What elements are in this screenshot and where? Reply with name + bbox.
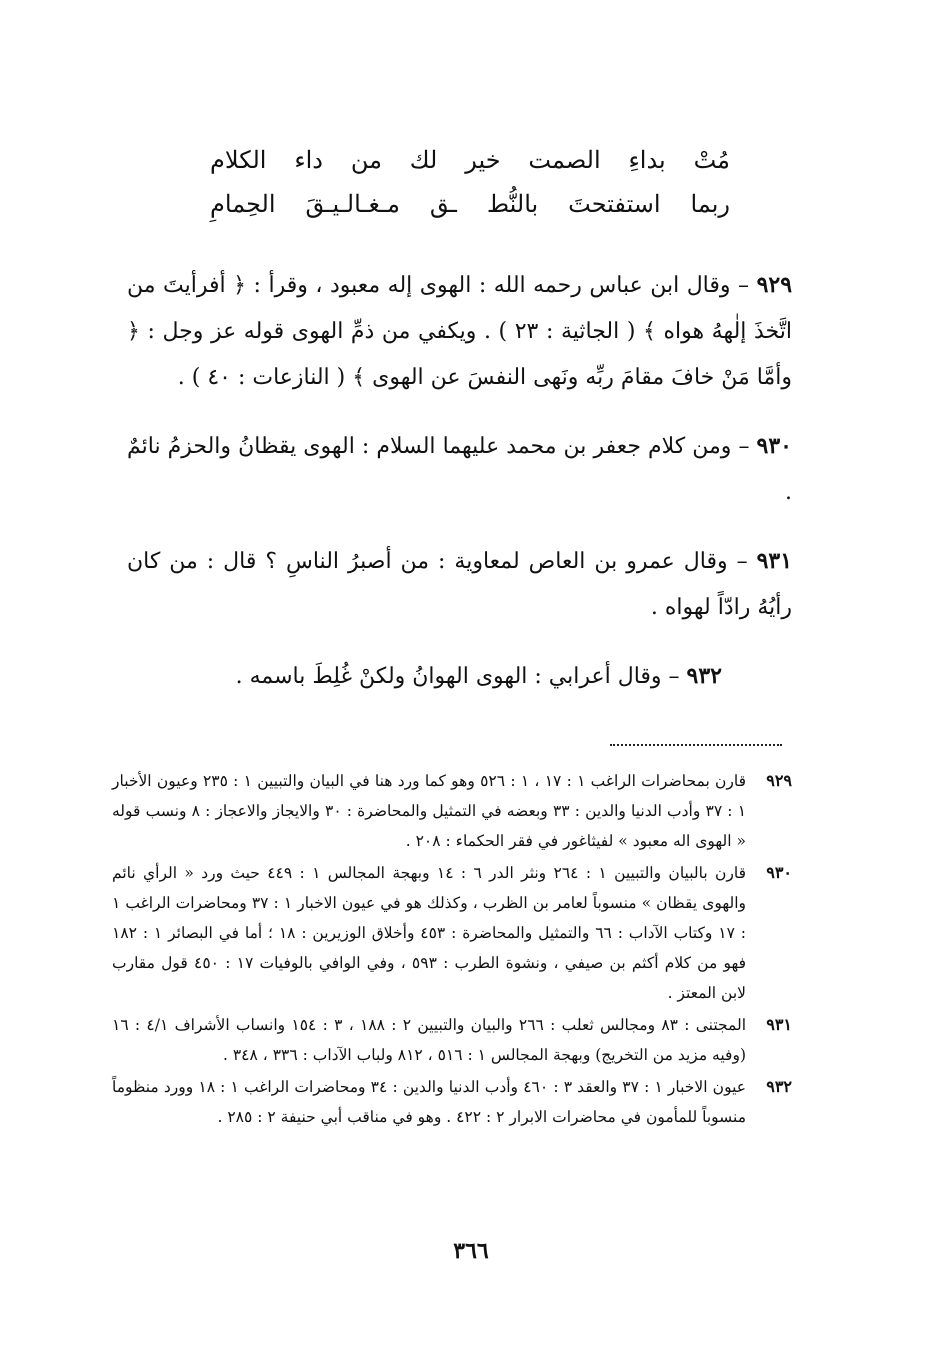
- verse-word: الصمت: [528, 146, 601, 174]
- footnote-text: عيون الاخبار ١ : ٣٧ والعقد ٣ : ٤٦٠ وأدب الدنيا والدين : ٣٤ ومحاضرات الراغب ١ : ١٨ وورد منظوماً منسوباً للمأمون في محاضرات الابرار ٢ : ٤٢٢ . وهو في مناقب أبي حنيفة ٢ : ٢٨٥ .: [112, 1078, 746, 1126]
- main-text: [127, 262, 792, 722]
- verse-word: مُتْ: [693, 146, 730, 174]
- verse-word: بالنُّط: [486, 190, 539, 218]
- footnote-number: ٩٣١: [766, 1015, 792, 1034]
- footnote-932: [112, 1072, 792, 1132]
- verse-word: لك: [409, 146, 438, 174]
- verse-word: الحِمامِ: [210, 190, 276, 218]
- paragraph-931: [127, 538, 792, 631]
- poetry-verse: [210, 138, 730, 226]
- entry-text: – وقال أعرابي : الهوى الهوانُ ولكنْ غُلِطَ باسمه .: [235, 664, 680, 689]
- verse-word: ـق: [429, 190, 457, 218]
- entry-text: – وقال ابن عباس رحمه الله : الهوى إله معبود ، وقرأ : ﴿ أفرأيتَ من اتَّخذَ إلٰههُ هواه ﴾ ( الجاثية : ٢٣ ) . ويكفي من ذمِّ الهوى قوله عز وجل : ﴿ وأمَّا مَنْ خافَ مقامَ ربِّه ونَهى النفسَ عن الهوى ﴾ ( النازعات : ٤٠ ) .: [127, 273, 792, 390]
- footnote-separator: [610, 744, 782, 746]
- footnote-number: ٩٢٩: [766, 771, 792, 790]
- footnote-930: [112, 858, 792, 1008]
- footnote-number: ٩٣٢: [766, 1077, 792, 1096]
- footnote-text: المجتنى : ٨٣ ومجالس ثعلب : ٢٦٦ والبيان والتبيين ٢ : ١٨٨ ، ٣ : ١٥٤ وانساب الأشراف ٤/١ : ١٦ (وفيه مزيد من التخريج) وبهجة المجالس ١ : ٥١٦ ، ٨١٢ ولباب الآداب : ٣٣٦ ، ٣٤٨ .: [112, 1016, 747, 1064]
- verse-word: خير: [465, 146, 501, 174]
- verse-word: داء: [294, 146, 323, 174]
- verse-line-2: [210, 182, 730, 226]
- entry-number: ٩٣٠: [756, 433, 792, 459]
- verse-word: الكلام: [210, 146, 267, 174]
- footnote-text: قارن بالبيان والتبيين ١ : ٢٦٤ ونثر الدر ٦ : ١٤ وبهجة المجالس ١ : ٤٤٩ حيث ورد « الرأي نائم والهوى يقظان » منسوباً لعامر بن الظرب ، وكذلك هو في عيون الاخبار ١ : ٣٧ ومحاضرات الراغب ١ : ١٧ وكتاب الآداب : ٦٦ والتمثيل والمحاضرة : ٤٥٣ وأخلاق الوزيرين : ١٨ ؛ أما في البصائر ١ : ١٨٢ فهو من كلام أكثم بن صيفي ، ونشوة الطرب : ٥٩٣ ، وفي الوافي بالوفيات ١٧ : ٤٥٠ قول مقارب لابن المعتز .: [112, 864, 747, 1002]
- entry-text: – ومن كلام جعفر بن محمد عليهما السلام : الهوى يقظانُ والحزمُ نائمٌ .: [127, 434, 792, 505]
- paragraph-929: [127, 262, 792, 401]
- verse-line-1: [210, 138, 730, 182]
- footnote-929: [112, 766, 792, 856]
- verse-word: استفتحتَ: [568, 190, 661, 218]
- entry-number: ٩٣١: [756, 548, 793, 574]
- footnote-931: [112, 1010, 792, 1070]
- verse-word: ربما: [690, 190, 730, 218]
- entry-number: ٩٢٩: [756, 272, 793, 298]
- paragraph-930: [127, 423, 792, 516]
- paragraph-932: [127, 653, 792, 700]
- footnote-number: ٩٣٠: [766, 863, 792, 882]
- footnotes: [112, 766, 792, 1134]
- footnote-text: قارن بمحاضرات الراغب ١ : ١٧ ، ١ : ٥٢٦ وهو كما ورد هنا في البيان والتبيين ١ : ٢٣٥ وعيون الأخبار ١ : ٣٧ وأدب الدنيا والدين : ٣٣ وبعضه في التمثيل والمحاضرة : ٣٠ والايجاز والاعجاز : ٨ ونسب قوله « الهوى اله معبود » لفيثاغور في فقر الحكماء : ٢٠٨ .: [112, 772, 747, 850]
- entry-text: – وقال عمرو بن العاص لمعاوية : من أصبرُ الناسِ ؟ قال : من كان رأيُهُ رادّاً لهواه .: [127, 549, 792, 620]
- verse-word: مـغـالـيـقَ: [305, 190, 400, 218]
- verse-word: من: [350, 146, 382, 174]
- verse-word: بداءِ: [628, 146, 666, 174]
- page-number: ٣٦٦: [453, 1238, 489, 1264]
- entry-number: ٩٣٢: [686, 663, 722, 689]
